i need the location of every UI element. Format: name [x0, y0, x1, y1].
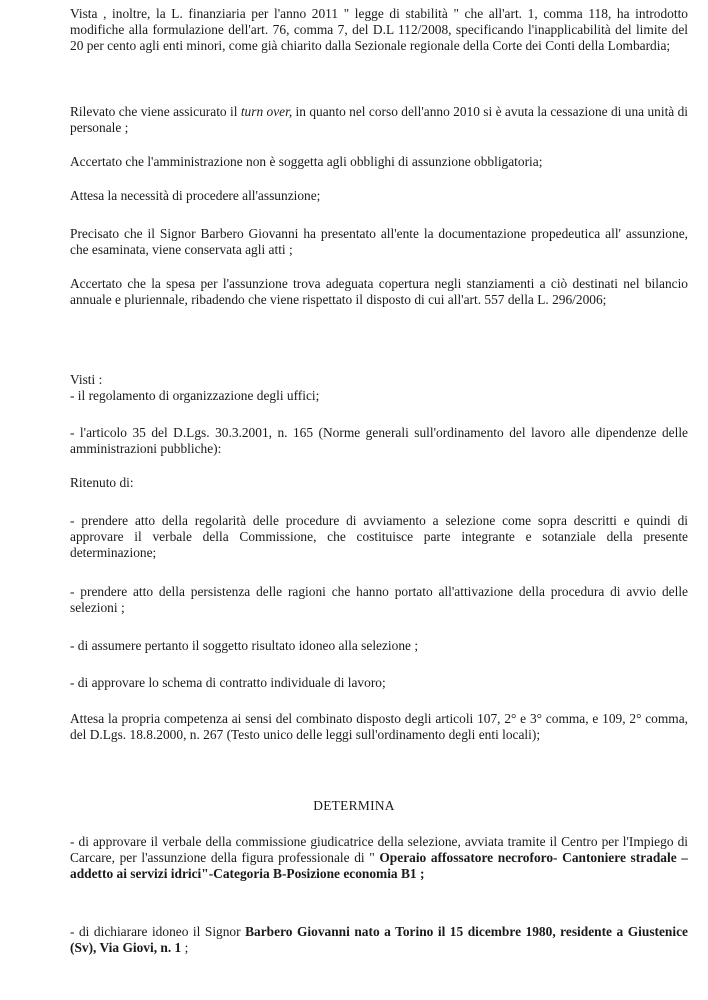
paragraph-visti [70, 372, 688, 404]
paragraph-attesa-necessita: Attesa la necessità di procedere all'assunzione; [70, 188, 321, 203]
paragraph-dichiarare-idoneo [70, 924, 688, 956]
paragraph-accertato-spesa: Accertato che la spesa per l'assunzione trova adeguata copertura negli stanziamenti a ciò destinati nel bilancio annuale e pluriennale, ribadendo che viene rispettato il disposto di cui all'art. 557 della L. 296/2006; [70, 276, 688, 307]
paragraph-prendere-atto-regolarita: - prendere atto della regolarità delle procedure di avviamento a selezione come sopra descritti e quindi di approvare il verbale della Commissione, che costituisce parte integrante e sotanziale della presente determinazione; [70, 513, 688, 560]
determina-heading: DETERMINA [313, 798, 395, 813]
paragraph-ritenuto: Ritenuto di: [70, 475, 134, 490]
paragraph-articolo-35: - l'articolo 35 del D.Lgs. 30.3.2001, n. 165 (Norme generali sull'ordinamento del lavoro alle dipendenze delle amministrazioni pubbliche): [70, 425, 688, 456]
paragraph-prendere-atto-persistenza: - prendere atto della persistenza delle ragioni che hanno portato all'attivazione della procedura di avvio delle selezioni ; [70, 584, 688, 615]
text-dichiarare-start: - di dichiarare idoneo il Signor [70, 924, 246, 939]
paragraph-competenza: Attesa la propria competenza ai sensi del combinato disposto degli articoli 107, 2° e 3° comma, e 109, 2° comma, del D.Lgs. 18.8.2000, n. 267 (Testo unico delle leggi sull'ordinamento degli enti locali); [70, 711, 688, 742]
paragraph-accertato-obblighi: Accertato che l'amministrazione non è soggetta agli obblighi di assunzione obbligatoria; [70, 154, 543, 169]
paragraph-approvare-verbale [70, 834, 688, 882]
text-turn-over: turn over, [240, 104, 293, 119]
text-figura-professionale: Operaio affossatore necroforo- Cantoniere stradale – addetto ai servizi idrici"-Categoria B-Posizione economia B1 ; [70, 850, 688, 881]
paragraph-precisato: Precisato che il Signor Barbero Giovanni ha presentato all'ente la documentazione propedeutica all' assunzione, che esaminata, viene conservata agli atti ; [70, 226, 688, 257]
text-candidato: Barbero Giovanni nato a Torino il 15 dicembre 1980, residente a Giustenice (Sv), Via Giovi, n. 1 [70, 924, 688, 955]
text-rilevato-end: in quanto nel corso dell'anno 2010 si è avuta la cessazione di una unità di personale ; [70, 104, 689, 135]
text-dichiarare-end: ; [181, 940, 189, 955]
paragraph-vista-finanziaria: Vista , inoltre, la L. finanziaria per l'anno 2011 " legge di stabilità " che all'art. 1, comma 118, ha introdotto modifiche alla formulazione dell'art. 76, comma 7, del D.L 112/2008, specificando l'inapplicabilità del limite del 20 per cento agli enti minori, come già chiarito dalla Sezionale regionale della Corte dei Conti della Lombardia; [70, 6, 688, 53]
paragraph-assumere: - di assumere pertanto il soggetto risultato idoneo alla selezione ; [70, 638, 419, 653]
paragraph-schema-contratto: - di approvare lo schema di contratto individuale di lavoro; [70, 675, 386, 690]
text-visti-label: Visti : [70, 372, 103, 387]
text-approvare-start: - di approvare il verbale della commissione giudicatrice della selezione, avviata tramite il Centro per l'Impiego di Carcare, per l'assunzione della figura professionale di " [70, 834, 688, 865]
text-regolamento: - il regolamento di organizzazione degli uffici; [70, 388, 320, 403]
paragraph-rilevato-turn-over [70, 104, 688, 136]
text-rilevato-start: Rilevato che viene assicurato il [70, 104, 241, 119]
